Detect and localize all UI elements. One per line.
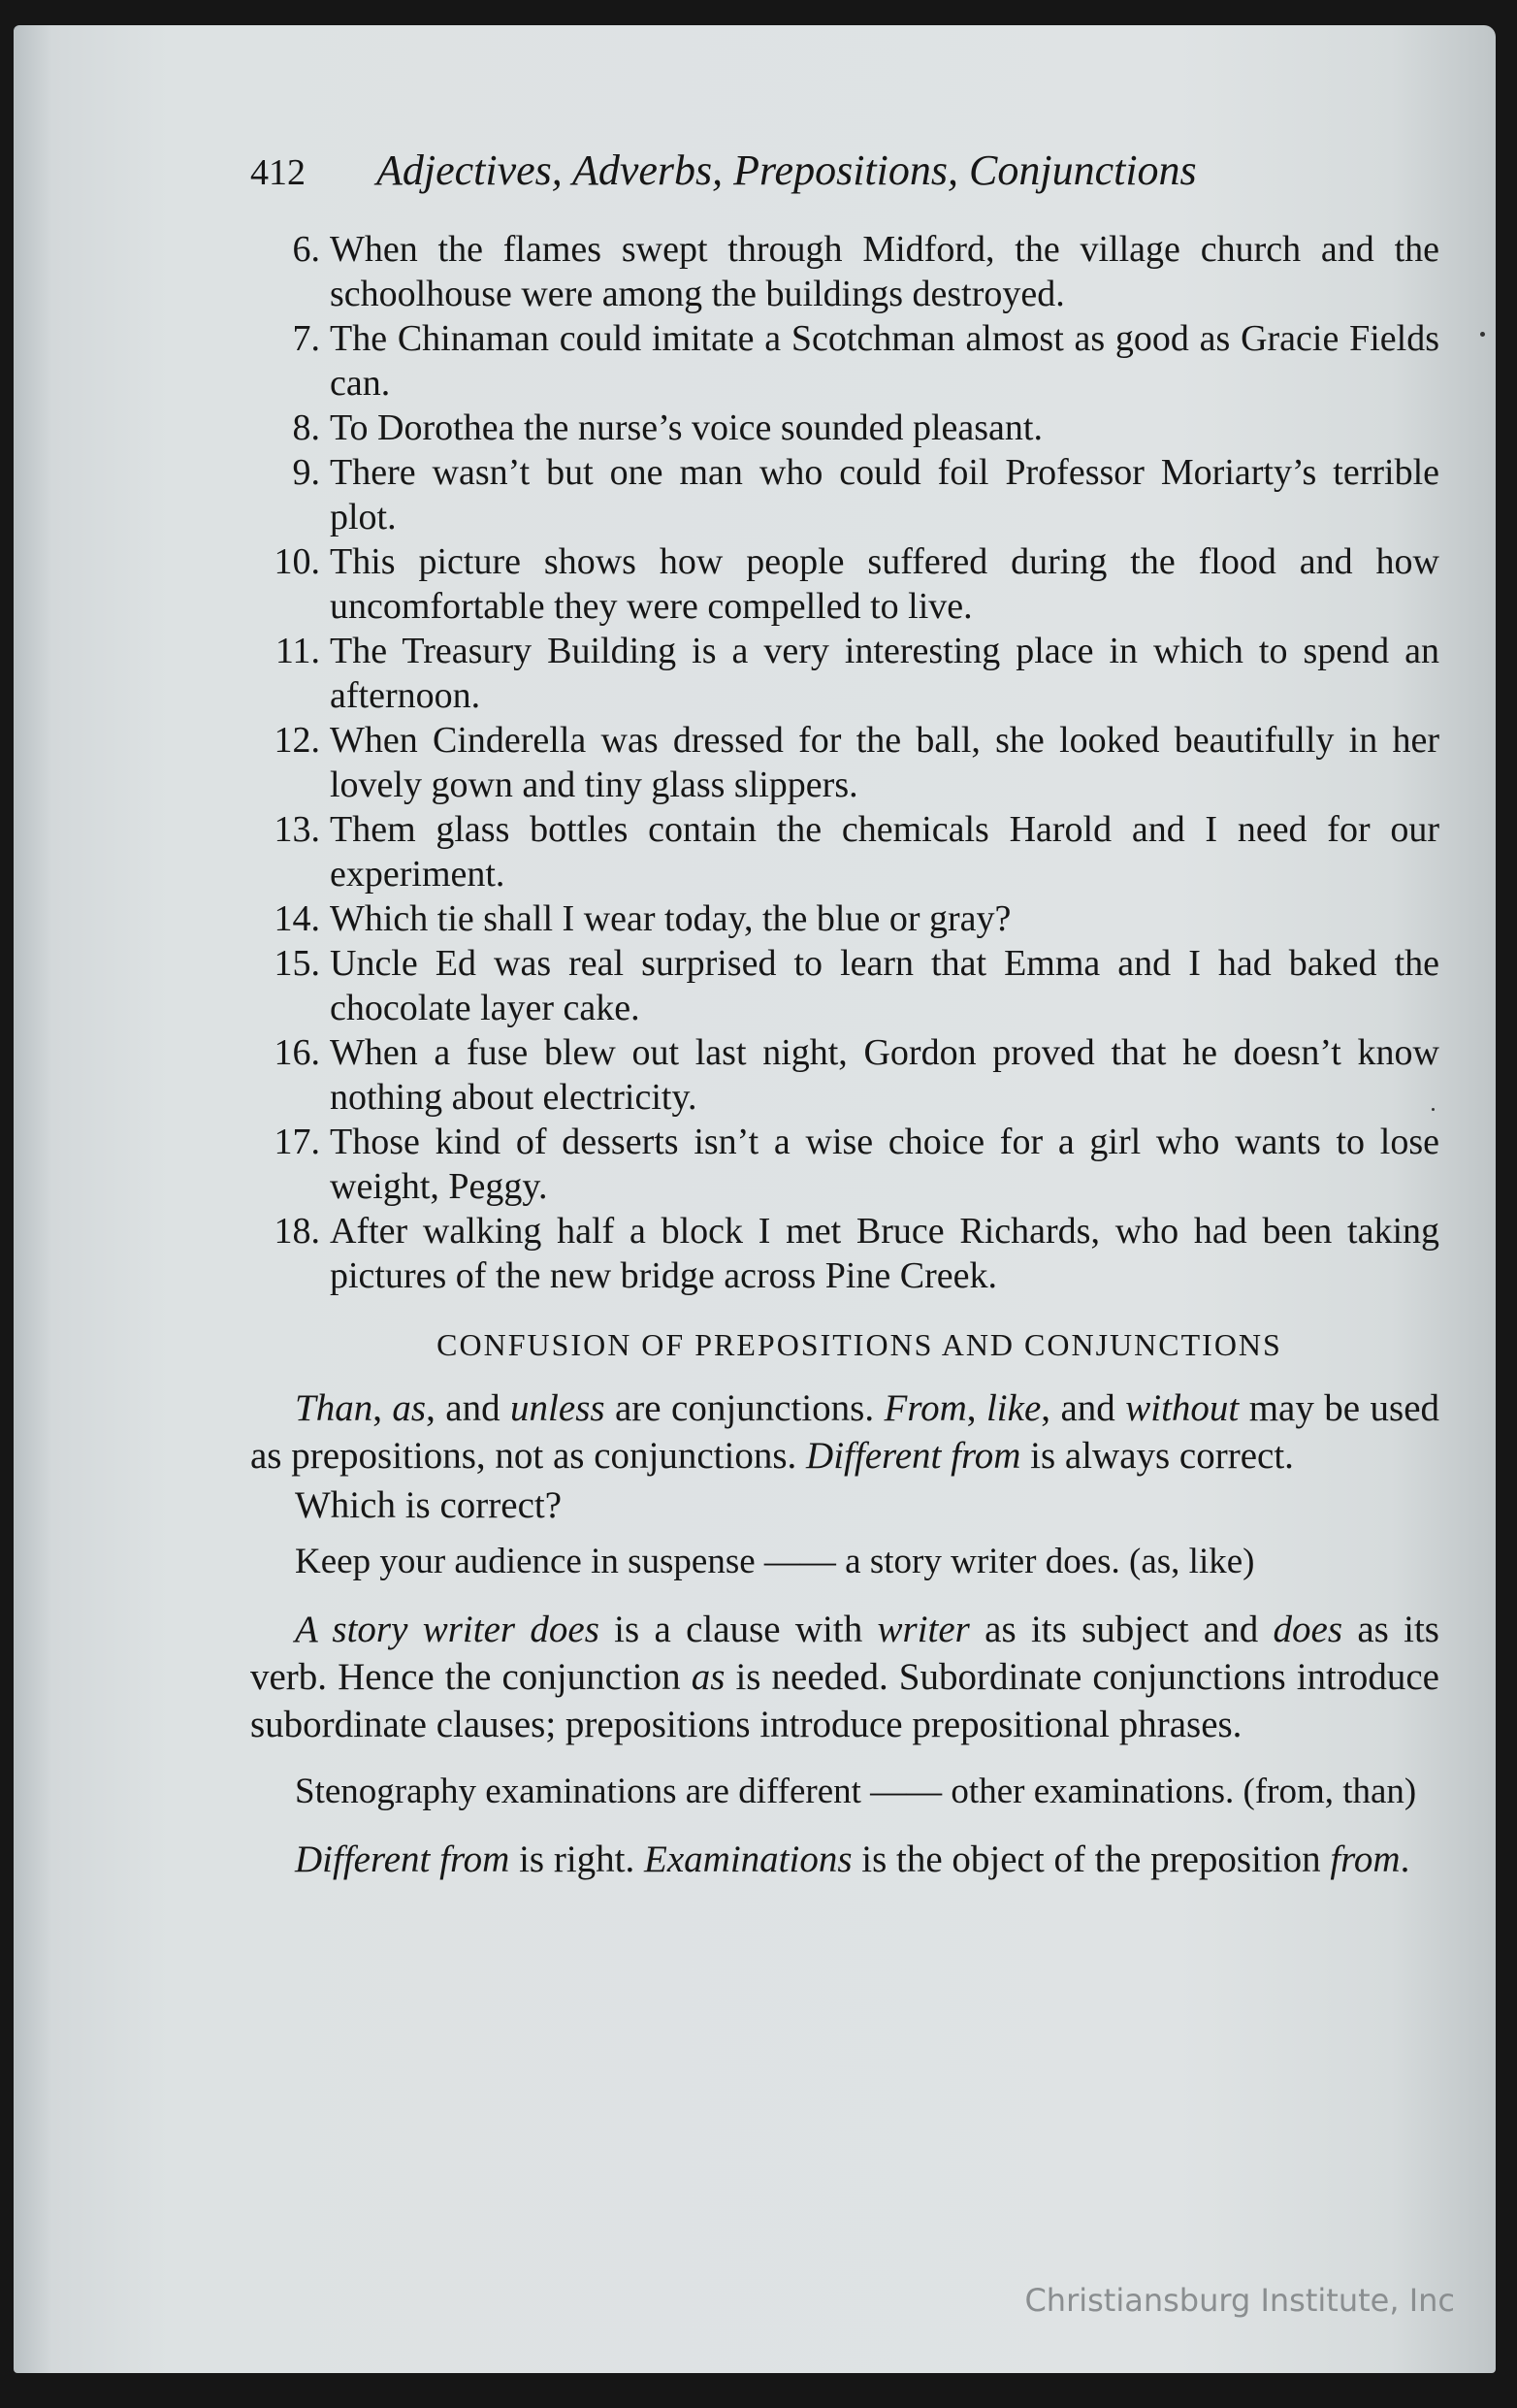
- emphasis: as: [691, 1656, 726, 1698]
- exercise-text: The Chinaman could imitate a Scotchman almost as good as Gracie Fields can.: [330, 318, 1439, 404]
- example-sentence-1: Keep your audience in suspense —— a story writer does. (as, like): [295, 1542, 1255, 1581]
- page-number: 412: [250, 152, 306, 193]
- exercise-text: Those kind of desserts isn’t a wise choice for a girl who wants to lose weight, Peggy.: [330, 1122, 1439, 1207]
- term-from: From: [884, 1387, 967, 1429]
- exercise-number: 6.: [292, 229, 320, 270]
- exercise-text: The Treasury Building is a very interesting place in which to spend an afternoon.: [330, 631, 1439, 716]
- exercise-number: 7.: [292, 318, 320, 359]
- explanation-text: is needed. Subordinate conjunctions introduce subordinate clauses; prepositions introduce prepositional phrases.: [250, 1656, 1439, 1745]
- page-content: [250, 146, 1439, 1883]
- exercise-number: 10.: [274, 541, 320, 582]
- exercise-item: [250, 1030, 1439, 1120]
- explanation-text: .: [1400, 1839, 1410, 1880]
- exercise-item: [250, 1209, 1439, 1298]
- exercise-list: [250, 227, 1439, 1298]
- exercise-text: To Dorothea the nurse’s voice sounded pleasant.: [330, 407, 1043, 448]
- exercise-item: [250, 807, 1439, 896]
- exercise-item: [250, 941, 1439, 1030]
- exercise-item: [250, 1120, 1439, 1209]
- exercise-text: Which tie shall I wear today, the blue or gray?: [330, 898, 1012, 939]
- exercise-item: [250, 629, 1439, 718]
- explanation-2: [250, 1836, 1439, 1883]
- example-sentence-2: Stenography examinations are different —— other examinations. (from, than): [295, 1772, 1417, 1811]
- exercise-number: 13.: [274, 809, 320, 850]
- section-heading: CONFUSION OF PREPOSITIONS AND CONJUNCTIONS: [436, 1327, 1282, 1362]
- exercise-item: [250, 539, 1439, 629]
- exercise-item: [250, 718, 1439, 807]
- rule-text: are conjunctions.: [604, 1387, 885, 1429]
- rule-text: is always correct.: [1020, 1435, 1294, 1477]
- paper-speck: [1480, 332, 1485, 337]
- question: Which is correct?: [295, 1484, 563, 1526]
- rule-text: , and: [1041, 1387, 1126, 1429]
- explanation-text: is right.: [509, 1839, 645, 1880]
- exercise-number: 17.: [274, 1122, 320, 1162]
- rule-text: ,: [372, 1387, 393, 1429]
- exercise-text: When a fuse blew out last night, Gordon proved that he doesn’t know nothing about electricity.: [330, 1032, 1439, 1118]
- exercise-number: 16.: [274, 1032, 320, 1073]
- emphasis: writer: [877, 1609, 970, 1650]
- explanation-1: [250, 1606, 1439, 1748]
- term-than: Than: [295, 1387, 373, 1429]
- watermark: Christiansburg Institute, Inc: [1024, 2282, 1455, 2319]
- exercise-number: 9.: [292, 452, 320, 493]
- exercise-number: 8.: [292, 407, 320, 448]
- exercise-text: When the flames swept through Midford, the village church and the schoolhouse were among the buildings destroyed.: [330, 229, 1439, 314]
- exercise-text: After walking half a block I met Bruce Richards, who had been taking pictures of the new bridge across Pine Creek.: [330, 1211, 1439, 1296]
- rule-text: ,: [966, 1387, 986, 1429]
- exercise-number: 11.: [274, 631, 320, 671]
- exercise-item: [250, 450, 1439, 539]
- exercise-item: [250, 406, 1439, 450]
- exercise-item: [250, 316, 1439, 406]
- rule-text: may be used as prepositions, not as conjunctions.: [250, 1387, 1440, 1477]
- running-head: [250, 146, 1439, 215]
- explanation-text: is a clause with: [598, 1609, 878, 1650]
- exercise-text: Them glass bottles contain the chemicals Harold and I need for our experiment.: [330, 809, 1439, 895]
- exercise-number: 12.: [274, 720, 320, 761]
- emphasis: does: [1273, 1609, 1343, 1650]
- emphasis: from: [1330, 1839, 1401, 1880]
- exercise-number: 18.: [274, 1211, 320, 1252]
- term-like: like: [985, 1387, 1042, 1429]
- exercise-text: When Cinderella was dressed for the ball, she looked beautifully in her lovely gown and tiny glass slippers.: [330, 720, 1439, 805]
- exercise-item: [250, 896, 1439, 941]
- emphasis: Different from: [295, 1839, 510, 1880]
- term-as: as: [392, 1387, 427, 1429]
- exercise-item: [250, 227, 1439, 316]
- emphasis: A story writer does: [295, 1609, 599, 1650]
- emphasis: Examinations: [644, 1839, 853, 1880]
- term-different-from: Different from: [806, 1435, 1021, 1477]
- exercise-text: Uncle Ed was real surprised to learn that Emma and I had baked the chocolate layer cake.: [330, 943, 1439, 1028]
- explanation-text: is the object of the preposition: [852, 1839, 1331, 1880]
- explanation-text: as its subject and: [969, 1609, 1274, 1650]
- term-without: without: [1125, 1387, 1240, 1429]
- explanation-text: as its verb. Hence the conjunction: [250, 1609, 1439, 1698]
- exercise-number: 15.: [274, 943, 320, 984]
- running-title: Adjectives, Adverbs, Prepositions, Conjunctions: [376, 146, 1197, 194]
- exercise-number: 14.: [274, 898, 320, 939]
- exercise-text: This picture shows how people suffered during the flood and how uncomfortable they were compelled to live.: [330, 541, 1439, 627]
- rule-text: , and: [426, 1387, 511, 1429]
- exercise-text: There wasn’t but one man who could foil Professor Moriarty’s terrible plot.: [330, 452, 1439, 537]
- rule-paragraph: [250, 1384, 1439, 1480]
- term-unless: unless: [510, 1387, 605, 1429]
